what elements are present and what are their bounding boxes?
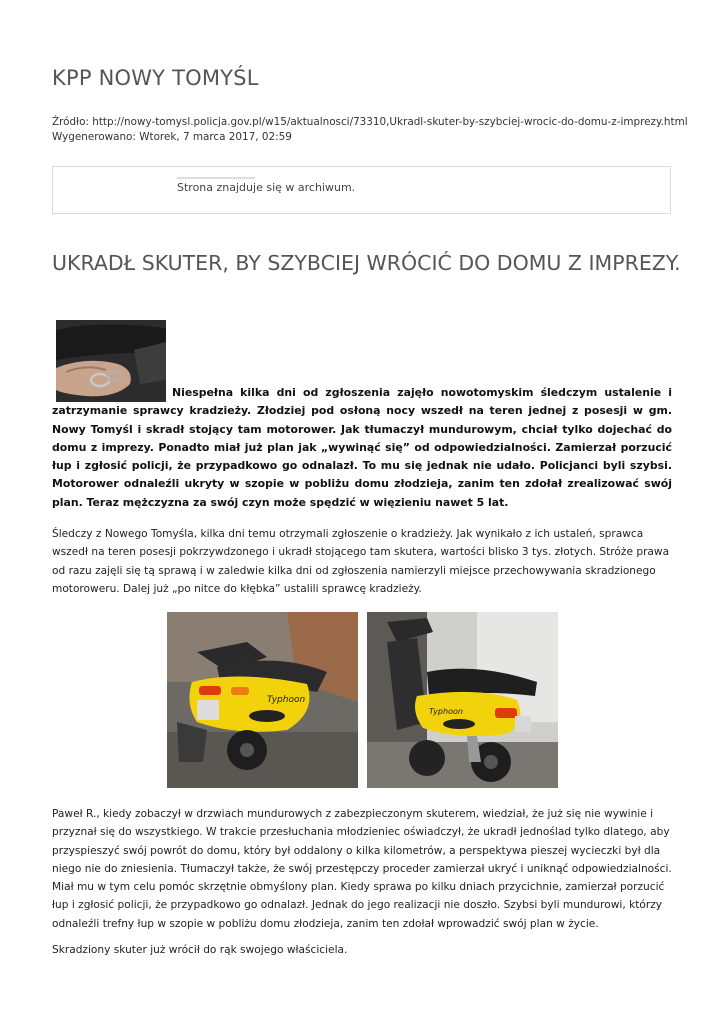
article-paragraph: Skradziony skuter już wrócił do rąk swojego właściciela.: [52, 944, 348, 956]
article-lead: Niespełna kilka dni od zgłoszenia zajęło nowotomyskim śledczym ustalenie i zatrzymanie sprawcy kradzieży. Złodziej pod osłoną nocy wszedł na teren jednej z posesji w gm. Nowy Tomyśl i skradł stojący tam motorower. Jak tłumaczył mundurowym, chciał tylko dojechać do domu z imprezy. Ponadto miał już plan jak „wywinąć się” od odpowiedzialności. Zamierzał porzucić łup i zgłosić policji, że przypadkowo go odnalazł. To mu się jednak nie udało. Policjanci byli szybsi. Motorower odnaleźli ukryty w szopie w pobliżu domu złodzieja, zanim ten zdołał zrealizować swój plan. Teraz mężczyzna za swój czyn może spędzić w więzieniu nawet 5 lat.: [52, 386, 672, 509]
scooter-photo-right[interactable]: [367, 612, 558, 788]
scooter-image: [367, 612, 558, 788]
article-title: UKRADŁ SKUTER, BY SZYBCIEJ WRÓCIĆ DO DOMU Z IMPREZY.: [52, 251, 681, 275]
article-paragraph: Śledczy z Nowego Tomyśla, kilka dni temu otrzymali zgłoszenie o kradzieży. Jak wynikało z ich ustaleń, sprawca wszedł na teren posesji pokrzywdzonego i ukradł stojącego tam skutera, wartości blisko 3 tys. złotych. Stróże prawa od razu zajęli się tą sprawą i w zaledwie kilka dni od zgłoszenia namierzyli miejsce przechowywania skradzionego motoroweru. Dalej już „po nitce do kłębka” ustalili sprawcę kradzieży.: [52, 528, 670, 595]
scooter-photo-left[interactable]: [167, 612, 358, 788]
archive-rule: [177, 177, 255, 179]
brand-label: Typhoon: [429, 707, 463, 716]
scooter-image: [167, 612, 358, 788]
source-meta: [52, 115, 688, 144]
site-title: KPP NOWY TOMYŚL: [52, 66, 259, 90]
brand-label: Typhoon: [267, 695, 306, 705]
archive-notice: Strona znajduje się w archiwum.: [177, 181, 356, 194]
source-url: Źródło: http://nowy-tomysl.policja.gov.pl/w15/aktualnosci/73310,Ukradl-skuter-by-szybciej-wrocic-do-domu-z-imprezy.html: [52, 116, 688, 128]
article-paragraph: Paweł R., kiedy zobaczył w drzwiach mundurowych z zabezpieczonym skuterem, wiedział, że już się nie wywinie i przyznał się do wszystkiego. W trakcie przesłuchania młodzieniec oświadczył, że ukradł jednoślad tylko dlatego, aby przyspieszyć swój powrót do domu, który był oddalony o kilka kilometrów, a perspektywa pieszej wycieczki był dla niego nie do zniesienia. Tłumaczył także, że swój przestępczy proceder zamierzał ukryć i uniknąć odpowiedzialności. Miał mu w tym celu pomóc skrzętnie obmyślony plan. Kiedy sprawa po kilku dniach przycichnie, zamierzał porzucić łup i zgłosić policji, że przypadkowo go odnalazł. Jednak do jego realizacji nie doszło. Szybsi byli mundurowi, którzy odnaleźli trefny łup w szopie w pobliżu domu złodzieja, zanim ten zdołał wprowadzić swój plan w życie.: [52, 808, 672, 930]
archive-notice-box: [52, 166, 671, 214]
generated-date: Wygenerowano: Wtorek, 7 marca 2017, 02:59: [52, 130, 292, 143]
